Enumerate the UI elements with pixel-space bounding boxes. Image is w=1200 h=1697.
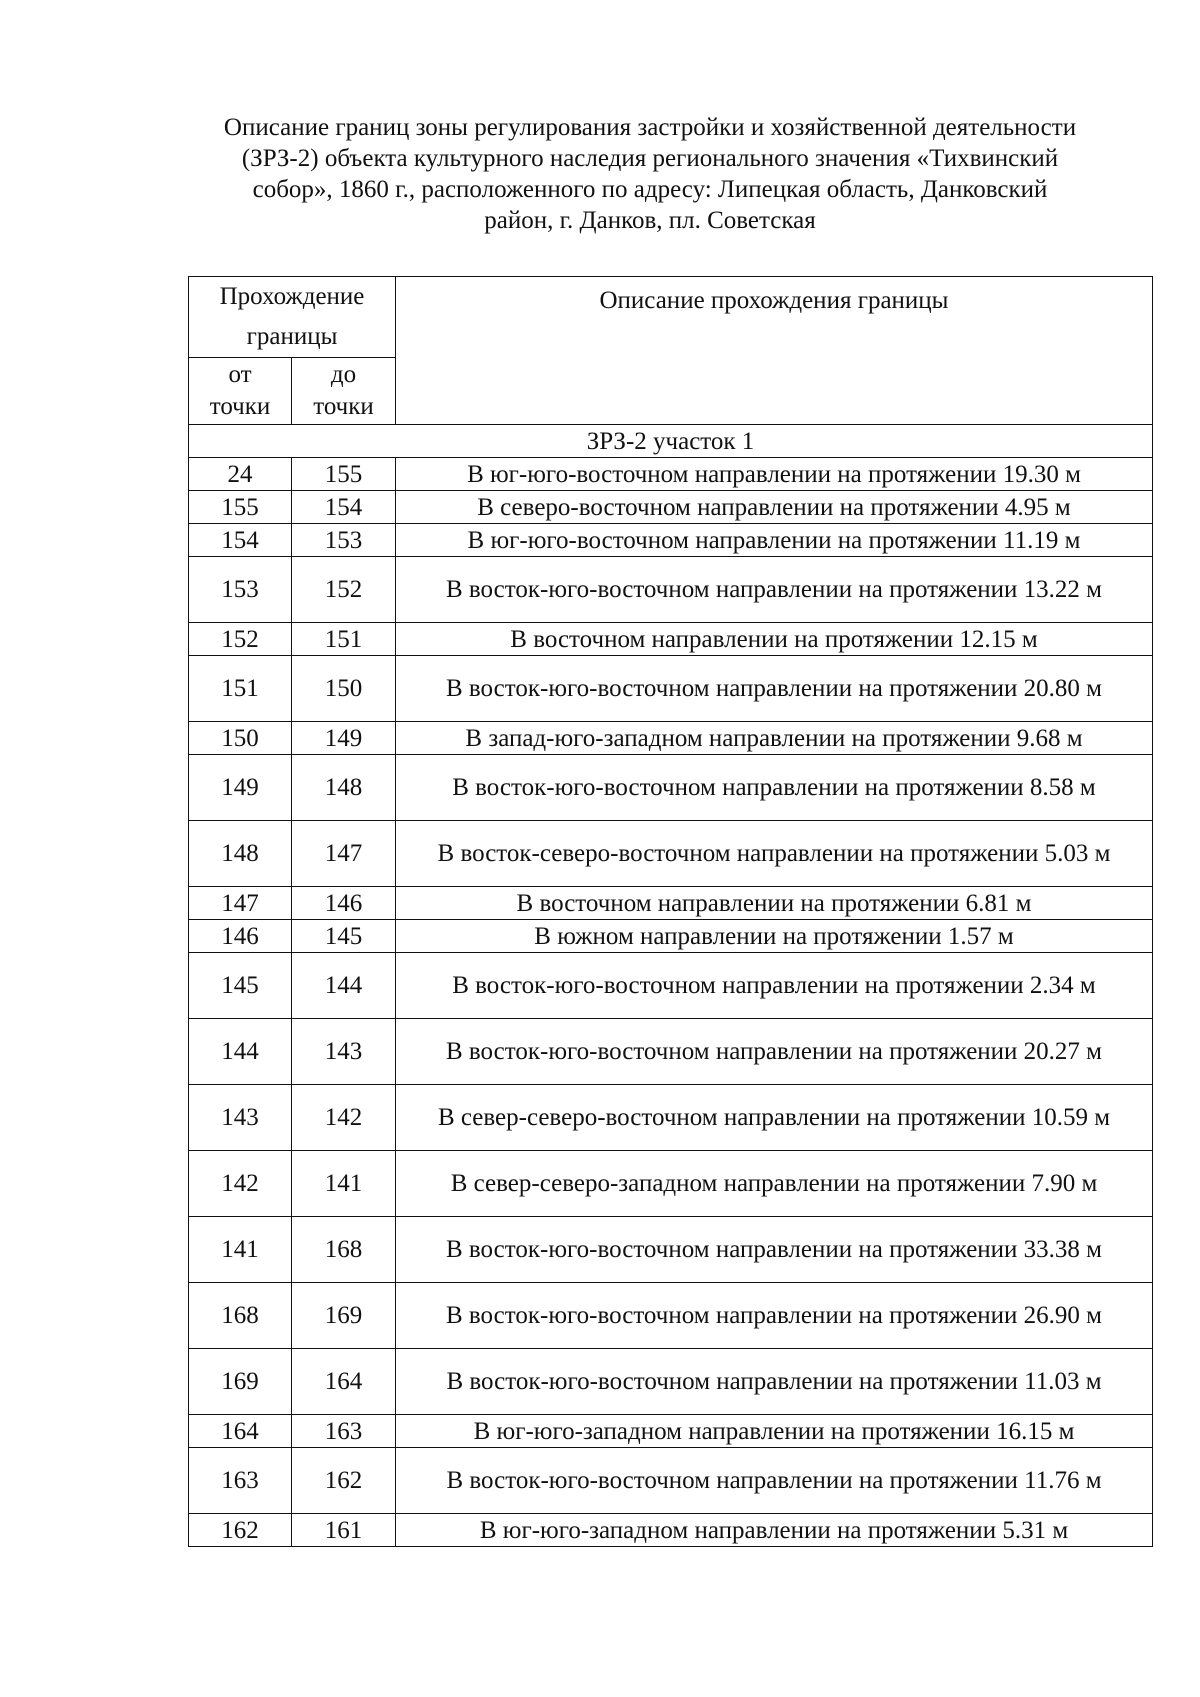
cell-description: В восточном направлении на протяжении 12.15 м: [396, 623, 1153, 656]
cell-description: В восток-юго-восточном направлении на протяжении 11.76 м: [396, 1448, 1153, 1514]
cell-to-point: 153: [292, 524, 396, 557]
cell-to-point: 168: [292, 1217, 396, 1283]
section-title: ЗРЗ-2 участок 1: [189, 425, 1153, 458]
table-row: [189, 1151, 1153, 1217]
cell-description: В юг-юго-восточном направлении на протяжении 19.30 м: [396, 458, 1153, 491]
cell-to-point: 161: [292, 1514, 396, 1547]
cell-to-point: 169: [292, 1283, 396, 1349]
header-to-point: [292, 358, 396, 425]
cell-from-point: 150: [189, 722, 292, 755]
cell-to-point: 145: [292, 920, 396, 953]
table-row: [189, 920, 1153, 953]
title-line: собор», 1860 г., расположенного по адресу: Липецкая область, Данковский: [252, 176, 1048, 203]
cell-from-point: 146: [189, 920, 292, 953]
table-row: [189, 491, 1153, 524]
cell-from-point: 148: [189, 821, 292, 887]
title-line: (ЗРЗ-2) объекта культурного наследия регионального значения «Тихвинский: [241, 145, 1059, 172]
header-to-line1: до: [330, 361, 357, 388]
table-row: [189, 1217, 1153, 1283]
cell-to-point: 151: [292, 623, 396, 656]
cell-from-point: 164: [189, 1415, 292, 1448]
cell-description: В северо-восточном направлении на протяжении 4.95 м: [396, 491, 1153, 524]
table-row: [189, 1415, 1153, 1448]
cell-description: В восток-юго-восточном направлении на протяжении 26.90 м: [396, 1283, 1153, 1349]
cell-to-point: 162: [292, 1448, 396, 1514]
header-boundary-passage-line2: границы: [246, 323, 338, 350]
table-row: [189, 1085, 1153, 1151]
header-boundary-passage-line1: Прохождение: [219, 283, 365, 310]
table-row: [189, 1448, 1153, 1514]
title-line: район, г. Данков, пл. Советская: [484, 207, 816, 234]
cell-to-point: 143: [292, 1019, 396, 1085]
document-title: [150, 112, 1150, 236]
table-row: [189, 1019, 1153, 1085]
cell-description: В восток-северо-восточном направлении на протяжении 5.03 м: [396, 821, 1153, 887]
cell-from-point: 169: [189, 1349, 292, 1415]
cell-from-point: 153: [189, 557, 292, 623]
table-row: [189, 722, 1153, 755]
table-row: [189, 887, 1153, 920]
cell-description: В южном направлении на протяжении 1.57 м: [396, 920, 1153, 953]
cell-description: В восток-юго-восточном направлении на протяжении 20.80 м: [396, 656, 1153, 722]
cell-description: В восток-юго-восточном направлении на протяжении 13.22 м: [396, 557, 1153, 623]
boundary-table: [188, 276, 1153, 1547]
cell-from-point: 24: [189, 458, 292, 491]
cell-from-point: 155: [189, 491, 292, 524]
cell-description: В юг-юго-восточном направлении на протяжении 11.19 м: [396, 524, 1153, 557]
header-boundary-passage: [189, 277, 396, 358]
cell-to-point: 144: [292, 953, 396, 1019]
cell-from-point: 168: [189, 1283, 292, 1349]
cell-to-point: 150: [292, 656, 396, 722]
cell-description: В восток-юго-восточном направлении на протяжении 8.58 м: [396, 755, 1153, 821]
cell-description: В восток-юго-восточном направлении на протяжении 11.03 м: [396, 1349, 1153, 1415]
cell-from-point: 162: [189, 1514, 292, 1547]
table-row: [189, 953, 1153, 1019]
table-row: [189, 557, 1153, 623]
table-row: [189, 656, 1153, 722]
cell-from-point: 147: [189, 887, 292, 920]
cell-to-point: 163: [292, 1415, 396, 1448]
cell-from-point: 141: [189, 1217, 292, 1283]
cell-to-point: 148: [292, 755, 396, 821]
header-from-line1: от: [228, 361, 252, 388]
table-row: [189, 821, 1153, 887]
cell-to-point: 154: [292, 491, 396, 524]
table-row: [189, 1283, 1153, 1349]
header-from-point: [189, 358, 292, 425]
cell-description: В восток-юго-восточном направлении на протяжении 2.34 м: [396, 953, 1153, 1019]
cell-description: В юг-юго-западном направлении на протяжении 16.15 м: [396, 1415, 1153, 1448]
cell-description: В юг-юго-западном направлении на протяжении 5.31 м: [396, 1514, 1153, 1547]
cell-description: В запад-юго-западном направлении на протяжении 9.68 м: [396, 722, 1153, 755]
cell-to-point: 164: [292, 1349, 396, 1415]
cell-from-point: 154: [189, 524, 292, 557]
cell-from-point: 142: [189, 1151, 292, 1217]
table-row: [189, 1349, 1153, 1415]
cell-to-point: 147: [292, 821, 396, 887]
cell-from-point: 163: [189, 1448, 292, 1514]
header-description: Описание прохождения границы: [396, 277, 1153, 425]
cell-to-point: 141: [292, 1151, 396, 1217]
cell-description: В север-северо-западном направлении на протяжении 7.90 м: [396, 1151, 1153, 1217]
cell-description: В восток-юго-восточном направлении на протяжении 33.38 м: [396, 1217, 1153, 1283]
cell-to-point: 155: [292, 458, 396, 491]
cell-to-point: 149: [292, 722, 396, 755]
header-to-line2: точки: [313, 393, 374, 420]
cell-from-point: 152: [189, 623, 292, 656]
table-row: [189, 755, 1153, 821]
cell-description: В восточном направлении на протяжении 6.81 м: [396, 887, 1153, 920]
table-row: [189, 458, 1153, 491]
table-row: [189, 623, 1153, 656]
cell-from-point: 143: [189, 1085, 292, 1151]
header-from-line2: точки: [209, 393, 271, 420]
cell-to-point: 146: [292, 887, 396, 920]
table-row: [189, 524, 1153, 557]
cell-from-point: 151: [189, 656, 292, 722]
cell-from-point: 144: [189, 1019, 292, 1085]
cell-to-point: 152: [292, 557, 396, 623]
cell-from-point: 145: [189, 953, 292, 1019]
title-line: Описание границ зоны регулирования застройки и хозяйственной деятельности: [223, 114, 1077, 141]
table-row: [189, 1514, 1153, 1547]
cell-from-point: 149: [189, 755, 292, 821]
cell-description: В восток-юго-восточном направлении на протяжении 20.27 м: [396, 1019, 1153, 1085]
cell-description: В север-северо-восточном направлении на протяжении 10.59 м: [396, 1085, 1153, 1151]
cell-to-point: 142: [292, 1085, 396, 1151]
